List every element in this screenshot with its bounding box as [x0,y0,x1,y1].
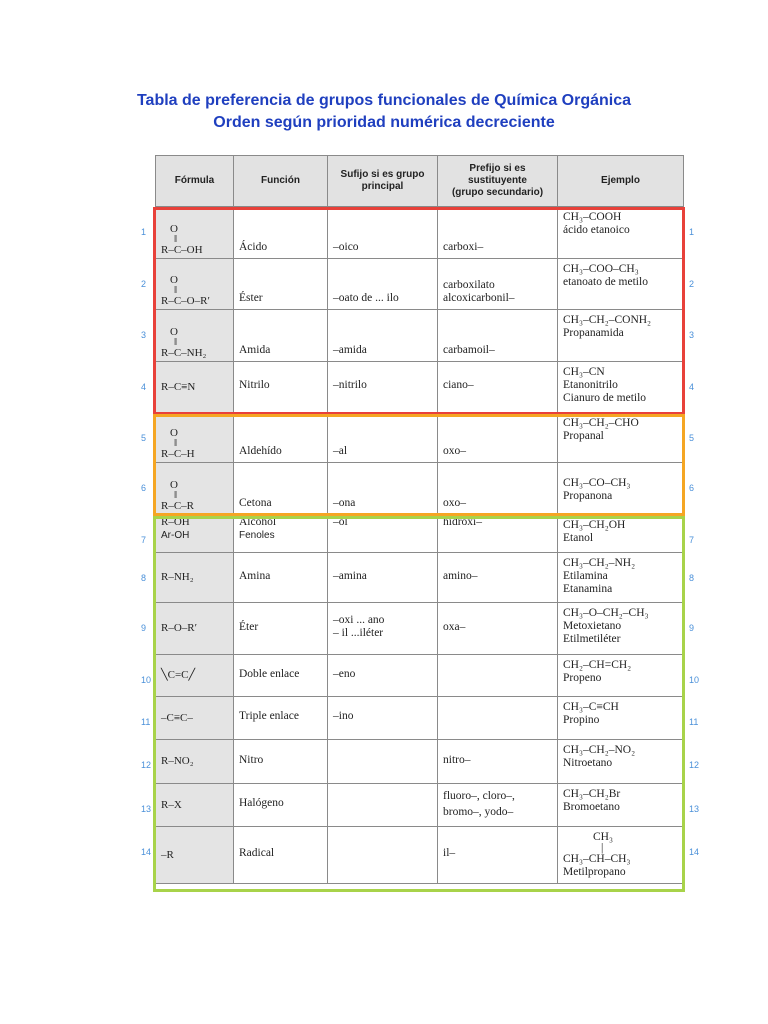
row-number-left: 1 [141,226,147,237]
example-formula: CH₃–CH₂OH [563,519,626,531]
row-number-left: 4 [141,381,147,392]
sufijo-cell: –ol [328,515,438,553]
row-number-right: 14 [689,846,700,857]
carbonyl-oxygen: O [170,479,178,491]
funcion-cell: Cetona [234,463,328,515]
example-name: Propanona [563,490,613,502]
ejemplo-cell [558,310,684,362]
prefijo-cell [438,655,558,697]
ejemplo-cell [558,362,684,413]
sufijo-cell [328,784,438,827]
double-bond: ‖ [174,233,178,245]
carbonyl-oxygen: O [170,326,178,338]
formula-cell [156,463,234,515]
sufijo: –oxi ... ano [333,614,385,626]
formula-cell [156,515,234,553]
row-number-right: 3 [689,329,695,340]
example-name: Propeno [563,672,602,684]
prefijo-cell: oxo– [438,413,558,463]
example-branch: CH₃ [593,831,613,843]
formula-cell [156,310,234,362]
row-number-right: 11 [689,716,699,727]
branch-bond: | [601,842,604,854]
table-row [156,310,684,362]
table-row [156,784,684,827]
example-formula: CH₃–CH₂–CONH₂ [563,314,652,326]
sufijo-cell: –amina [328,553,438,603]
header-formula: Fórmula [156,156,234,207]
example-formula: CH₃–CH₂Br [563,788,621,800]
example-formula: CH₃–COO–CH₃ [563,263,639,275]
row-number-right: 7 [689,534,695,545]
formula-cell [156,655,234,697]
example-name: Propanamida [563,327,624,339]
table-row [156,740,684,784]
table-row [156,603,684,655]
formula-cell: R–X [156,784,234,827]
carbonyl-oxygen: O [170,427,178,439]
ejemplo-cell [558,697,684,740]
sufijo-alt: – il ...iléter [333,627,384,639]
ejemplo-cell [558,827,684,884]
table-row [156,697,684,740]
row-number-left: 14 [141,846,152,857]
table-row [156,827,684,884]
ejemplo-cell [558,553,684,603]
funcion-cell: Amina [234,553,328,603]
row-number-left: 10 [141,674,152,685]
prefijo-cell: il– [438,827,558,884]
prefijo-cell: oxo– [438,463,558,515]
example-name-alt: Cianuro de metilo [563,392,647,404]
funcion: Alcohol [239,516,277,528]
example-name: Nitroetano [563,757,613,769]
table-row [156,515,684,553]
sufijo-cell: –oico [328,207,438,259]
row-number-left: 12 [141,759,152,770]
formula-cell: R–C≡N [156,362,234,413]
example-name: ácido etanoico [563,224,630,236]
funcion-cell: Radical [234,827,328,884]
funcion-cell: Ácido [234,207,328,259]
sufijo-cell: –ino [328,697,438,740]
row-number-left: 13 [141,803,152,814]
carbonyl-oxygen: O [170,223,178,235]
row-number-left: 5 [141,432,147,443]
funcion-cell: Éter [234,603,328,655]
prefijo-cell: oxa– [438,603,558,655]
formula-cell: R–O–R′ [156,603,234,655]
prefijo-cell: carboxi– [438,207,558,259]
example-name-alt: Etilmetiléter [563,633,621,645]
prefijo-cell [438,697,558,740]
row-number-right: 4 [689,381,695,392]
example-formula: CH₃–C≡CH [563,701,619,713]
table-row [156,655,684,697]
ejemplo-cell [558,463,684,515]
sufijo-cell [328,603,438,655]
ejemplo-cell [558,655,684,697]
example-name: Etilamina [563,570,608,582]
sufijo-cell [328,827,438,884]
formula-cell: R–NO₂ [156,740,234,784]
prefijo-cell: carbamoil– [438,310,558,362]
header-funcion: Función [234,156,328,207]
header-prefijo [438,156,558,207]
sufijo-cell: –ona [328,463,438,515]
header-prefijo-sub: (grupo secundario) [451,187,544,198]
table-row [156,362,684,413]
example-formula: CH₃–CH₂–NO₂ [563,744,636,756]
sufijo-cell: –amida [328,310,438,362]
ejemplo-cell [558,740,684,784]
example-formula: CH₃–CH₂–NH₂ [563,557,636,569]
header-row [156,156,684,207]
funcion-cell: Doble enlace [234,655,328,697]
row-number-right: 8 [689,572,695,583]
example-name: Propino [563,714,600,726]
row-number-right: 2 [689,278,695,289]
left-bonds-icon: ╲ [161,669,168,681]
formula-cell: –R [156,827,234,884]
double-bond: ‖ [174,437,178,449]
page-title: Tabla de preferencia de grupos funcionales de Química Orgánica [136,92,632,109]
example-formula: CH₂–CH=CH₂ [563,659,632,671]
example-name: etanoato de metilo [563,276,648,288]
header-sufijo: Sufijo si es grupo principal [328,156,438,207]
formula: R–C–O–R′ [161,295,210,307]
sufijo-cell [328,740,438,784]
table-row [156,207,684,259]
ejemplo-cell [558,413,684,463]
row-number-right: 5 [689,432,695,443]
functional-groups-table [155,155,684,884]
row-number-right: 9 [689,622,695,633]
ejemplo-cell [558,259,684,310]
sufijo-cell: –oato de ... ilo [328,259,438,310]
formula: R–C–OH [161,244,203,256]
funcion-alt: Fenoles [239,530,275,541]
row-number-right: 6 [689,482,695,493]
formula: C=C [167,669,189,681]
formula: R–C–NH₂ [161,347,207,359]
table-row [156,259,684,310]
formula-cell [156,207,234,259]
row-number-left: 11 [141,716,151,727]
sufijo-cell: –eno [328,655,438,697]
funcion-cell: Aldehído [234,413,328,463]
funcion-cell: Halógeno [234,784,328,827]
header-prefijo-main: Prefijo si es sustituyente [468,163,527,186]
example-formula: CH₃–CO–CH₃ [563,477,631,489]
prefijo-cell: fluoro–, cloro–, bromo–, yodo– [438,784,558,827]
formula-cell: R–NH₂ [156,553,234,603]
sufijo-cell: –nitrilo [328,362,438,413]
example-name: Metilpropano [563,866,626,878]
row-number-right: 12 [689,759,700,770]
example-name: Etanonitrilo [563,379,618,391]
ejemplo-cell [558,784,684,827]
example-formula: CH₃–CN [563,366,605,378]
row-number-left: 6 [141,482,147,493]
row-number-right: 13 [689,803,700,814]
carbonyl-oxygen: O [170,274,178,286]
formula-cell: –C≡C– [156,697,234,740]
double-bond: ‖ [174,336,178,348]
prefijo-cell: ciano– [438,362,558,413]
table-row [156,463,684,515]
row-number-right: 1 [689,226,695,237]
funcion-cell: Nitro [234,740,328,784]
formula-cell [156,413,234,463]
formula-alt: Ar-OH [161,530,190,541]
right-bonds-icon: ╱ [188,669,196,681]
example-name: Propanal [563,430,604,442]
row-number-left: 7 [141,534,147,545]
example-formula: CH₃–O–CH₂–CH₃ [563,607,649,619]
table-row [156,553,684,603]
example-name-alt: Etanamina [563,583,613,595]
funcion-cell: Triple enlace [234,697,328,740]
funcion-cell: Éster [234,259,328,310]
funcion-cell: Nitrilo [234,362,328,413]
double-bond: ‖ [174,489,178,501]
header-ejemplo: Ejemplo [558,156,684,207]
example-formula: CH₃–COOH [563,211,622,223]
row-number-right: 10 [689,674,700,685]
ejemplo-cell [558,603,684,655]
funcion-cell [234,515,328,553]
double-bond: ‖ [174,284,178,296]
row-number-left: 3 [141,329,147,340]
funcion-cell: Amida [234,310,328,362]
example-name: Bromoetano [563,801,620,813]
sufijo-cell: –al [328,413,438,463]
prefijo-cell: carboxilato alcoxicarbonil– [438,259,558,310]
example-name: Metoxietano [563,620,622,632]
formula-cell [156,259,234,310]
example-formula: CH₃–CH–CH₃ [563,853,631,865]
row-number-left: 2 [141,278,147,289]
row-number-left: 9 [141,622,147,633]
formula: R–C–R [161,500,195,512]
ejemplo-cell [558,515,684,553]
example-formula: CH₃–CH₂–CHO [563,417,639,429]
ejemplo-cell [558,207,684,259]
prefijo-cell: nitro– [438,740,558,784]
page-subtitle: Orden según prioridad numérica decreciente [213,114,555,131]
row-number-left: 8 [141,572,147,583]
prefijo-cell: amino– [438,553,558,603]
formula: R–OH [161,516,190,528]
example-name: Etanol [563,532,594,544]
formula: R–C–H [161,448,195,460]
prefijo-cell: hidroxi– [438,515,558,553]
table-row [156,413,684,463]
